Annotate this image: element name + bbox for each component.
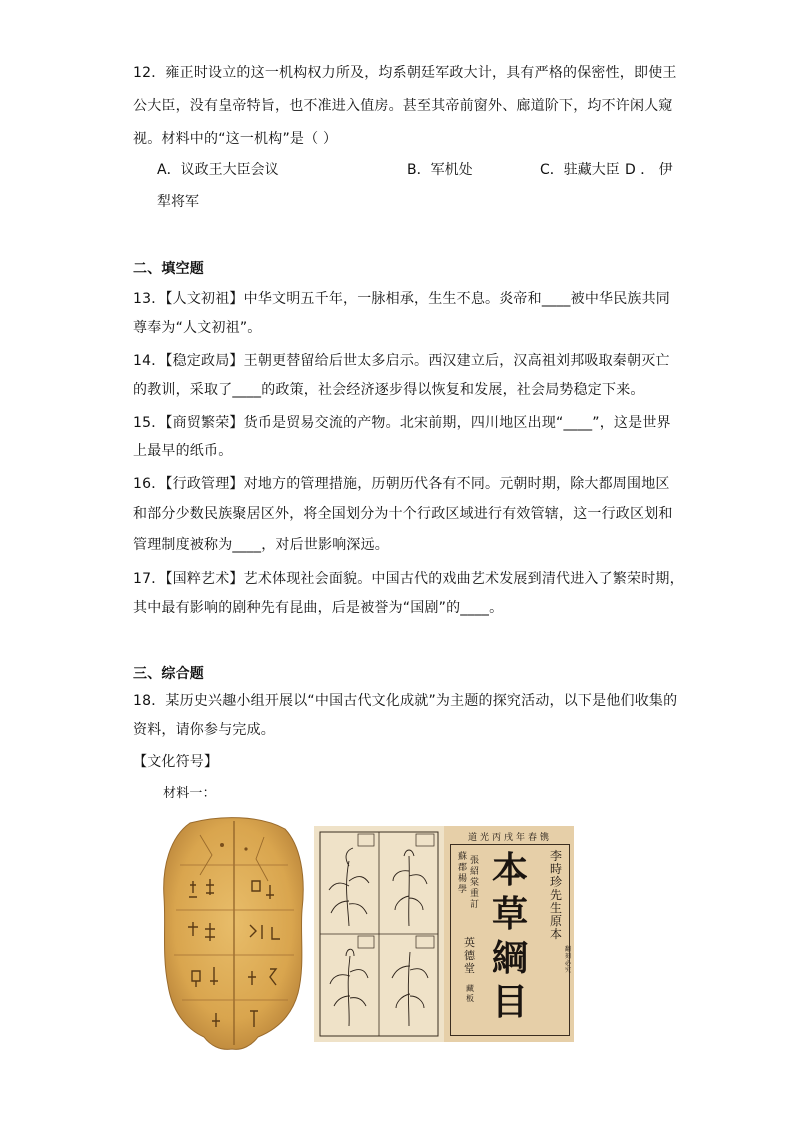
- q16-line-3: 管理制度被称为____，对后世影响深远。: [133, 537, 389, 553]
- q12-option-a: A．议政王大臣会议: [157, 162, 279, 178]
- q12-option-d-cont: 犁将军: [157, 194, 199, 210]
- q13-line-1: 13．【人文初祖】中华文明五千年，一脉相承，生生不息。炎帝和____被中华民族共同: [133, 291, 671, 307]
- q16-line-1: 16．【行政管理】对地方的管理措施，历朝历代各有不同。元朝时期，除大都周围地区: [133, 476, 670, 492]
- q12-line-3: 视。材料中的“这一机构”是（ ）: [133, 131, 338, 147]
- q12-option-d-prefix: D ． 伊: [625, 162, 673, 178]
- book-title-char-4: 目: [491, 981, 528, 1023]
- q17-line-2: 其中最有影响的剧种先有昆曲，后是被誉为“国剧”的____。: [133, 600, 504, 616]
- q16-line-2: 和部分少数民族聚居区外，将全国划分为十个行政区域进行有效管辖，这一行政区划和: [133, 506, 673, 522]
- q12-option-b: B．军机处: [407, 162, 473, 178]
- book-title-char-3: 綱: [491, 937, 528, 979]
- q14-line-2: 的教训，采取了____的政策，社会经济逐步得以恢复和发展，社会局势稳定下来。: [133, 382, 645, 398]
- q14-line-1: 14．【稳定政局】王朝更替留给后世太多启示。西汉建立后，汉高祖刘邦吸取秦朝灭亡: [133, 353, 670, 369]
- q12-line-2: 公大臣，没有皇帝特旨，也不准进入值房。甚至其帝前窗外、廊道阶下，均不许闲人窥: [133, 98, 673, 114]
- q15-line-1: 15．【商贸繁荣】货币是贸易交流的产物。北宋前期，四川地区出现“____”，这是世界: [133, 415, 671, 431]
- oracle-bone-illustration: [160, 815, 308, 1053]
- book-title-char-2: 草: [491, 893, 528, 935]
- herb-illustrations: [314, 826, 444, 1042]
- book-author-column: 李時珍先生原本: [550, 849, 563, 941]
- culture-symbol-subhead: 【文化符号】: [133, 754, 219, 770]
- book-main-title: [488, 848, 532, 1024]
- q12-line-1: 12．雍正时设立的这一机构权力所及，均系朝廷军政大计，具有严格的保密性，即使王: [133, 65, 677, 81]
- section-3-title: 三、综合题: [133, 666, 204, 682]
- q18-line-1: 18．某历史兴趣小组开展以“中国古代文化成就”为主题的探究活动，以下是他们收集的: [133, 693, 678, 709]
- oracle-bone-image: [160, 815, 308, 1053]
- book-right-small: 翻刻必究: [565, 946, 572, 974]
- book-left-page: [314, 826, 445, 1042]
- q13-line-2: 尊奉为“人文初祖”。: [133, 320, 262, 336]
- q18-line-2: 资料，请你参与完成。: [133, 722, 275, 738]
- material-one-label: 材料一：: [163, 786, 216, 801]
- book-top-banner: 道光丙戌年春镌: [467, 833, 552, 843]
- book-side-column-2: 張紹棠重訂: [470, 856, 480, 910]
- q17-line-1: 17．【国粹艺术】艺术体现社会面貌。中国古代的戏曲艺术发展到清代进入了繁荣时期，: [133, 571, 684, 587]
- book-title-char-1: 本: [491, 849, 528, 891]
- book-title-page: [444, 826, 574, 1042]
- book-side-column-1: 蘇郡楊學: [458, 852, 468, 895]
- book-publisher: 英德堂: [464, 936, 475, 975]
- q15-line-2: 上最早的纸币。: [133, 443, 233, 459]
- bencao-gangmu-book-image: [314, 826, 574, 1042]
- q12-option-c: C．驻藏大臣: [540, 162, 620, 178]
- section-2-title: 二、填空题: [133, 261, 204, 277]
- book-publisher-extra: 藏板: [466, 984, 474, 1003]
